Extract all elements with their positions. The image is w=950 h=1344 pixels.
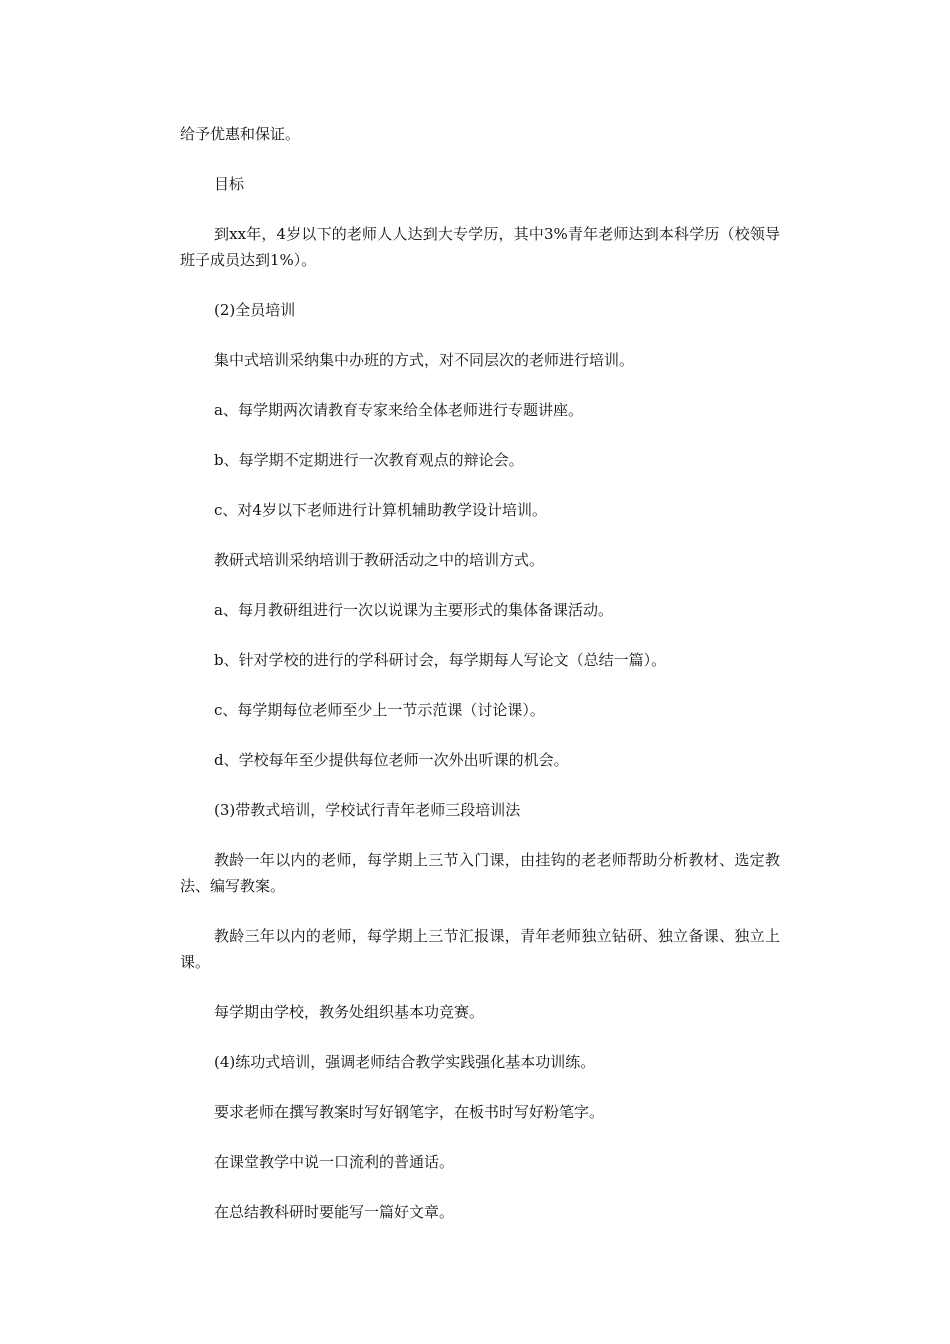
list-item: b、每学期不定期进行一次教育观点的辩论会。 [214, 451, 524, 469]
list-item: d、学校每年至少提供每位老师一次外出听课的机会。 [214, 751, 569, 769]
list-item: c、每学期每位老师至少上一节示范课（讨论课）。 [214, 701, 545, 719]
paragraph-heading-section-2: (2)全员培训 [214, 301, 296, 319]
paragraph-heading-goal: 目标 [214, 175, 245, 193]
paragraph-heading-section-4: (4)练功式培训，强调老师结合教学实践强化基本功训练。 [214, 1053, 596, 1071]
list-item: a、每月教研组进行一次以说课为主要形式的集体备课活动。 [214, 601, 613, 619]
paragraph: 给予优惠和保证。 [180, 125, 301, 143]
list-item: a、每学期两次请教育专家来给全体老师进行专题讲座。 [214, 401, 583, 419]
list-item: c、对4岁以下老师进行计算机辅助教学设计培训。 [214, 501, 547, 519]
paragraph-heading-section-3: (3)带教式培训，学校试行青年老师三段培训法 [214, 801, 521, 819]
paragraph: 教龄三年以内的老师，每学期上三节汇报课，青年老师独立钻研、独立备课、独立上课。 [180, 927, 780, 971]
list-item: b、针对学校的进行的学科研讨会，每学期每人写论文（总结一篇）。 [214, 651, 667, 669]
paragraph: 在总结教科研时要能写一篇好文章。 [214, 1203, 455, 1221]
paragraph: 教龄一年以内的老师，每学期上三节入门课，由挂钩的老老师帮助分析教材、选定教法、编写教案。 [180, 851, 780, 895]
paragraph: 要求老师在撰写教案时写好钢笔字，在板书时写好粉笔字。 [214, 1103, 605, 1121]
document-body [180, 121, 780, 1249]
paragraph: 在课堂教学中说一口流利的普通话。 [214, 1153, 455, 1171]
paragraph: 集中式培训采纳集中办班的方式，对不同层次的老师进行培训。 [214, 351, 635, 369]
paragraph: 教研式培训采纳培训于教研活动之中的培训方式。 [214, 551, 545, 569]
paragraph: 每学期由学校，教务处组织基本功竞赛。 [214, 1003, 485, 1021]
paragraph: 到xx年，4岁以下的老师人人达到大专学历，其中3%青年老师达到本科学历（校领导班子成员达到1%）。 [180, 225, 780, 269]
